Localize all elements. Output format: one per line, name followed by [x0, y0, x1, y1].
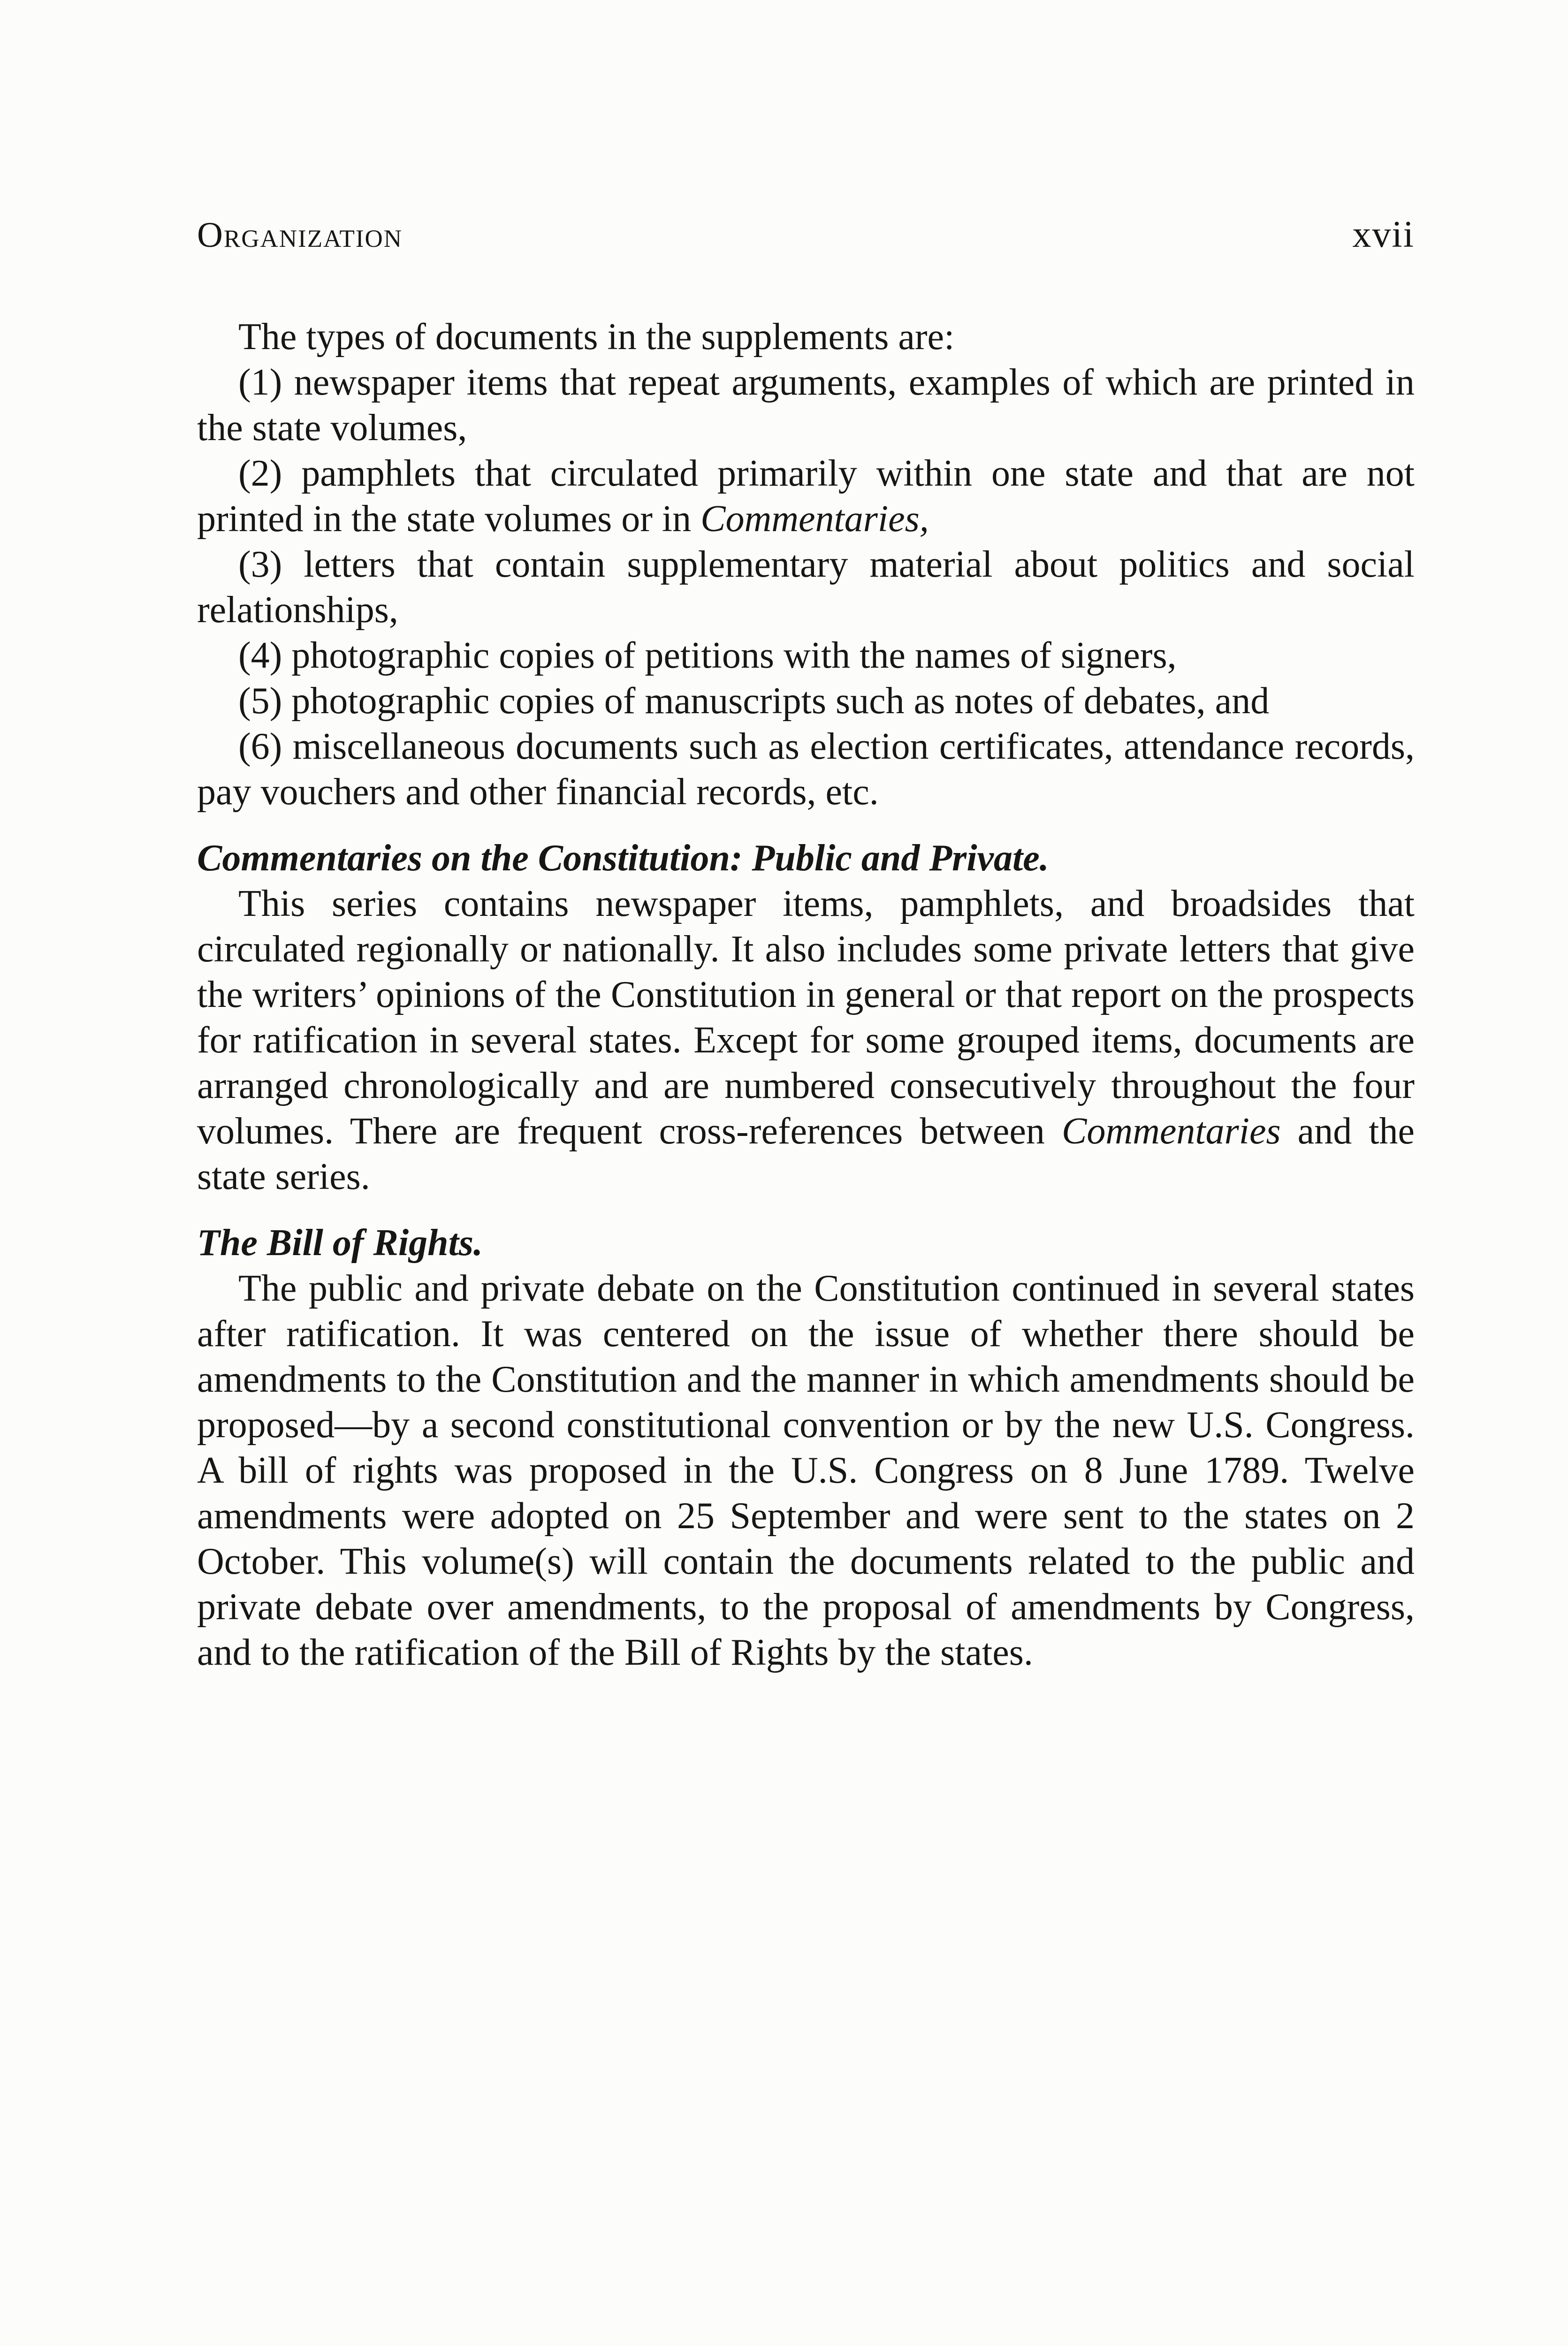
list-item: (3) letters that contain supplementary material about politics and social relationships,: [197, 544, 1415, 631]
running-title: Organization: [197, 215, 403, 255]
italic-title: Commentaries,: [700, 498, 929, 540]
italic-title: Commentaries: [1061, 1111, 1281, 1152]
supplements-section: [197, 314, 1415, 815]
list-item: (5) photographic copies of manuscripts such as notes of debates, and: [238, 680, 1270, 722]
bill-of-rights-section: [197, 1220, 1415, 1676]
list-item: (2) pamphlets that circulated primarily within one state and that are not printed in the state volumes or in Commentaries,: [197, 453, 1415, 540]
section-heading: The Bill of Rights.: [197, 1222, 483, 1264]
section-heading: Commentaries on the Constitution: Public and Private.: [197, 838, 1049, 879]
section-paragraph: This series contains newspaper items, pamphlets, and broadsides that circulated regionally or nationally. It also includes some private letters that give the writers’ opinions of the Constitution in general or that report on the prospects for ratification in several states. Except for some grouped items, documents are arranged chronologically and are numbered consecutively throughout the four volumes. There are frequent cross-references between Commentaries and the state series.: [197, 883, 1415, 1197]
section-paragraph: The public and private debate on the Constitution continued in several states after ratification. It was centered on the issue of whether there should be amendments to the Constitution and the manner in which amendments should be proposed—by a second constitutional convention or by the new U.S. Congress. A bill of rights was proposed in the U.S. Congress on 8 June 1789. Twelve amendments were adopted on 25 September and were sent to the states on 2 October. This volume(s) will contain the documents related to the public and private debate over amendments, to the proposal of amendments by Congress, and to the ratification of the Bill of Rights by the states.: [197, 1268, 1415, 1673]
section-spacer: [197, 1200, 1415, 1220]
commentaries-section: [197, 836, 1415, 1200]
supplements-intro: The types of documents in the supplements are:: [238, 316, 955, 358]
list-item: (4) photographic copies of petitions with the names of signers,: [238, 635, 1177, 676]
section-spacer: [197, 815, 1415, 836]
running-head: [197, 213, 1415, 265]
document-page: [197, 213, 1415, 1676]
list-item: (1) newspaper items that repeat arguments, examples of which are printed in the state volumes,: [197, 362, 1415, 449]
page-number: xvii: [1352, 214, 1415, 255]
list-item: (6) miscellaneous documents such as election certificates, attendance records, pay vouchers and other financial records, etc.: [197, 726, 1415, 813]
